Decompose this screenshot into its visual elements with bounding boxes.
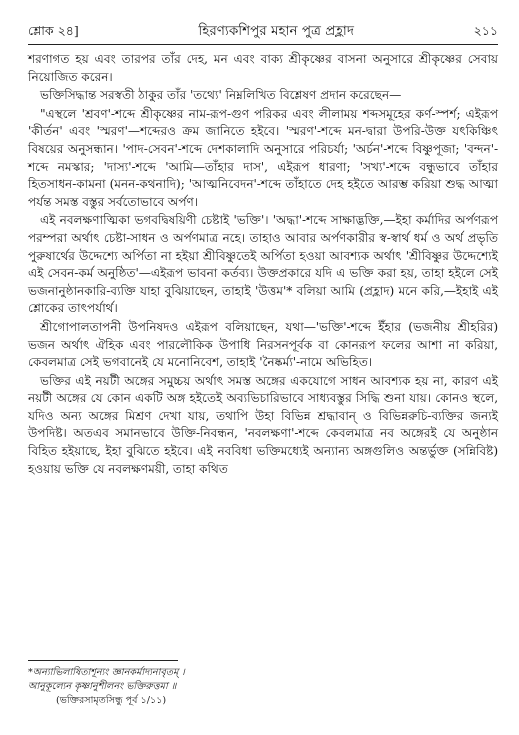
header-rule xyxy=(28,44,498,45)
footnote-rule xyxy=(28,660,178,661)
paragraph: "এস্থলে 'শ্রবণ'-শব্দে শ্রীকৃষ্ণের নাম-রূপ-গুণ পরিকর এবং লীলাময় শব্দসমূহের কর্ণ-স্পর্শ; এইরূপ 'কীর্তন' এবং 'স্মরণ'—শব্দেরও ক্রম জানিতে হইবে। 'স্মরণ'-শব্দে মন-দ্বারা উপরি-উক্ত যৎকিঞ্চিৎ বিষয়ের অনুসন্ধান। 'পাদ-সেবন'-শব্দে দেশকালাদি অনুসারে পরিচর্যা; 'অর্চন'-শব্দে বিষ্ণুপূজা; 'বন্দন'-শব্দে নমস্কার; 'দাস্য'-শব্দে 'আমি—তাঁহার দাস', এইরূপ ধারণা; 'সখ্য'-শব্দে বন্ধুভাবে তাঁহার হিতসাধন-কামনা (মনন-কথনাদি); 'আত্মনিবেদন'-শব্দে তাঁহাতে দেহ হইতে আরম্ভ করিয়া শুদ্ধ আত্মা পর্যন্ত সমস্ত বস্তুর সর্বতোভাবে অর্পণ। xyxy=(28,106,498,209)
footnote-line: *অন্যাভিলাষিতাশূন্যং জ্ঞানকর্মাদ্যনাবৃতম্‌ । xyxy=(28,667,185,678)
paragraph: শ্রীগোপালতাপনী উপনিষদও এইরূপ বলিয়াছেন, যথা—'ভক্তি'-শব্দে ইঁহার (ভজনীয় শ্রীহরির) ভজন অর্থাৎ ঐহিক এবং পারলৌকিক উপাধি নিরসনপূর্বক বা কোনরূপ ফলের আশা না করিয়া, কেবলমাত্র সেই ভগবানেই যে মনোনিবেশ, তাহাই 'নৈষ্কর্ম্য'-নামে অভিহিত। xyxy=(28,319,498,370)
page-number: ২১১ xyxy=(473,23,498,38)
paragraph: ভক্তিসিদ্ধান্ত সরস্বতী ঠাকুর তাঁর 'তথ্যে' নিম্নলিখিত বিশ্লেষণ প্রদান করেছেন— xyxy=(40,88,402,103)
book-page xyxy=(28,20,498,479)
body-text xyxy=(28,51,498,478)
footnote-reference: (ভক্তিরসামৃতসিন্ধু পূর্ব ১/১১) xyxy=(56,695,167,706)
page-header xyxy=(28,20,498,40)
footnote xyxy=(28,666,498,708)
verse-number: শ্লোক ২৪] xyxy=(28,23,79,38)
paragraph: শরণাগত হয় এবং তারপর তাঁর দেহ, মন এবং বাক্য শ্রীকৃষ্ণের বাসনা অনুসারে শ্রীকৃষ্ণের সেবায় নিয়োজিত করেন। xyxy=(28,52,498,84)
paragraph: ভক্তির এই নয়টী অঙ্গের সমুচ্চয় অর্থাৎ সমস্ত অঙ্গের একযোগে সাধন আবশ্যক হয় না, কারণ এই নয়টী অঙ্গের যে কোন একটি অঙ্গ হইতেই অব্যভিচারিভাবে সাধ্যবস্তুর সিদ্ধি শুনা যায়। কোনও স্থলে, যদিও অন্য অঙ্গের মিশ্রণ দেখা যায়, তথাপি উহা বিভিন্ন শ্রদ্ধাবান্‌ ও বিভিন্নরুচি-ব্যক্তির জন্যই উপদিষ্ট। অতএব সমানভাবে উক্তি-নিবন্ধন, 'নবলক্ষণা'-শব্দে কেবলমাত্র নব অঙ্গেরই যে অনুষ্ঠান বিহিত হইয়াছে, ইহা বুঝিতে হইবে। এই নববিধা ভক্তিমধ্যেই অন্যান্য অঙ্গগুলিও অন্তর্ভুক্ত (সন্নিবিষ্ট) হওয়ায় ভক্তি যে নবলক্ষণময়ী, তাহা কথিত xyxy=(28,373,498,476)
paragraph: এই নবলক্ষণাত্মিকা ভগবদ্বিষয়িণী চেষ্টাই 'ভক্তি'। 'অদ্ধা'-শব্দে সাক্ষাদ্ভক্তি,—ইহা কর্মাদির অর্পণরূপ পরম্পরা অর্থাৎ চেষ্টা-সাধন ও অর্পণমাত্র নহে। তাহাও আবার অর্পণকারীর স্ব-স্বার্থ ধর্ম ও অর্থ প্রভৃতি পুরুষার্থের উদ্দেশ্যে অর্পিতা না হইয়া শ্রীবিষ্ণুতেই অর্পিতা হওয়া আবশ্যক অর্থাৎ 'শ্রীবিষ্ণুর উদ্দেশ্যেই এই সেবন-কর্ম অনুষ্ঠিত'—এইরূপ ভাবনা কর্তব্য। উক্তপ্রকারে যদি এ ভক্তি করা হয়, তাহা হইলে সেই ভজনানুষ্ঠানকারি-ব্যক্তি যাহা বুঝিয়াছেন, তাহাই 'উত্তম'* বলিয়া আমি (প্রহ্লাদ) মনে করি,—ইহাই এই শ্লোকের তাৎপর্যার্থ। xyxy=(28,213,498,316)
chapter-title: হিরণ্যকশিপুর মহান পুত্র প্রহ্লাদ xyxy=(198,23,354,39)
footnote-line: আনুকূল্যেন কৃষ্ণানুশীলনং ভক্তিরুত্তমা ॥ xyxy=(28,681,177,692)
